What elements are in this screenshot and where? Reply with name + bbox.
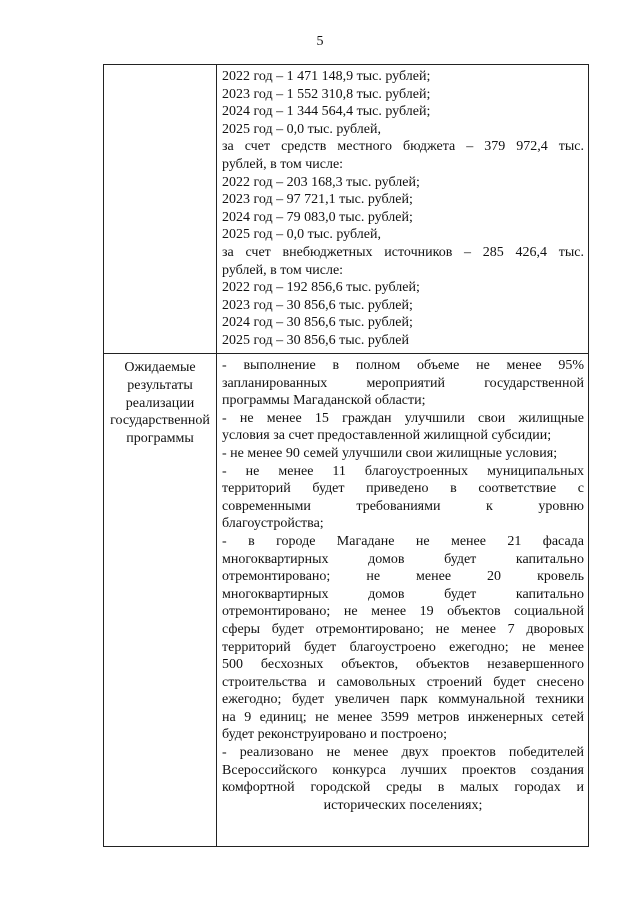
results-line: - выполнение в полном объеме не менее 95% bbox=[222, 358, 584, 373]
financing-line: 2023 год – 1 552 310,8 тыс. рублей; bbox=[222, 86, 431, 102]
results-line: строительства и самовольных строений будет снесено bbox=[222, 674, 584, 690]
results-label-line: государственной bbox=[110, 413, 210, 429]
results-line: Всероссийского конкурса лучших проектов создания bbox=[222, 762, 584, 778]
results-line: 500 бесхозных объектов, объектов незавершенного bbox=[222, 657, 584, 673]
results-line: - в городе Магадане не менее 21 фасада bbox=[222, 533, 584, 549]
results-line: ежегодно; будет увеличен парк коммунальной техники bbox=[222, 692, 584, 708]
results-line: будет реконструировано и построено; bbox=[222, 727, 448, 743]
results-label-line: Ожидаемые bbox=[124, 360, 196, 375]
results-line: исторических поселениях; bbox=[323, 797, 483, 813]
results-label-line: реализации bbox=[125, 395, 195, 411]
results-line: комфортной городской среды в малых городах и bbox=[222, 780, 584, 796]
financing-line: 2025 год – 0,0 тыс. рублей, bbox=[222, 227, 381, 243]
financing-value-cell bbox=[217, 65, 589, 354]
results-line: многоквартирных домов будет капитально bbox=[222, 551, 584, 567]
financing-label-cell bbox=[104, 65, 217, 354]
results-line: программы Магаданской области; bbox=[222, 393, 426, 409]
financing-line: 2024 год – 79 083,0 тыс. рублей; bbox=[222, 209, 413, 225]
financing-line: рублей, в том числе: bbox=[222, 156, 344, 172]
financing-line: 2023 год – 97 721,1 тыс. рублей; bbox=[222, 192, 413, 208]
results-label-line: результаты bbox=[127, 377, 193, 393]
results-row bbox=[104, 354, 589, 847]
results-line: территорий будет приведено в соответствие с bbox=[222, 481, 584, 497]
financing-line: 2022 год – 192 856,6 тыс. рублей; bbox=[222, 280, 420, 296]
results-value-cell bbox=[217, 354, 589, 847]
results-line: современными требованиями к уровню bbox=[222, 498, 584, 514]
results-line: отремонтировано; не менее 20 кровель bbox=[222, 569, 584, 585]
results-line: сферы будет отремонтировано; не менее 7 дворовых bbox=[222, 621, 584, 637]
results-line: - не менее 11 благоустроенных муниципальных bbox=[222, 463, 584, 479]
financing-line: 2025 год – 30 856,6 тыс. рублей bbox=[222, 332, 409, 348]
page-number: 5 bbox=[316, 34, 324, 49]
financing-row bbox=[104, 65, 589, 354]
results-label-cell bbox=[104, 354, 217, 847]
financing-line: за счет средств местного бюджета – 379 972,4 тыс. bbox=[222, 139, 584, 155]
financing-line: 2022 год – 1 471 148,9 тыс. рублей; bbox=[222, 69, 431, 84]
results-line: благоустройства; bbox=[222, 516, 324, 532]
financing-line: рублей, в том числе: bbox=[222, 262, 344, 278]
results-line: на 9 единиц; не менее 3599 метров инженерных сетей bbox=[222, 709, 584, 725]
financing-line: 2025 год – 0,0 тыс. рублей, bbox=[222, 121, 381, 137]
results-line: - не менее 15 граждан улучшили свои жилищные bbox=[222, 410, 584, 426]
program-passport-table bbox=[103, 64, 589, 847]
results-label-line: программы bbox=[126, 431, 194, 447]
results-line: многоквартирных домов будет капитально bbox=[222, 586, 584, 602]
financing-line: за счет внебюджетных источников – 285 426,4 тыс. bbox=[222, 244, 584, 260]
results-line: условия за счет предоставленной жилищной субсидии; bbox=[222, 428, 552, 444]
financing-line: 2024 год – 1 344 564,4 тыс. рублей; bbox=[222, 104, 431, 120]
results-line: - реализовано не менее двух проектов победителей bbox=[222, 745, 584, 761]
results-line: - не менее 90 семей улучшили свои жилищные условия; bbox=[222, 445, 558, 461]
financing-line: 2024 год – 30 856,6 тыс. рублей; bbox=[222, 315, 413, 331]
results-line: запланированных мероприятий государственной bbox=[222, 375, 584, 391]
financing-line: 2023 год – 30 856,6 тыс. рублей; bbox=[222, 297, 413, 313]
financing-line: 2022 год – 203 168,3 тыс. рублей; bbox=[222, 174, 420, 190]
results-line: отремонтировано; не менее 19 объектов социальной bbox=[222, 604, 584, 620]
results-line: территорий будет благоустроено ежегодно; не менее bbox=[222, 639, 584, 655]
